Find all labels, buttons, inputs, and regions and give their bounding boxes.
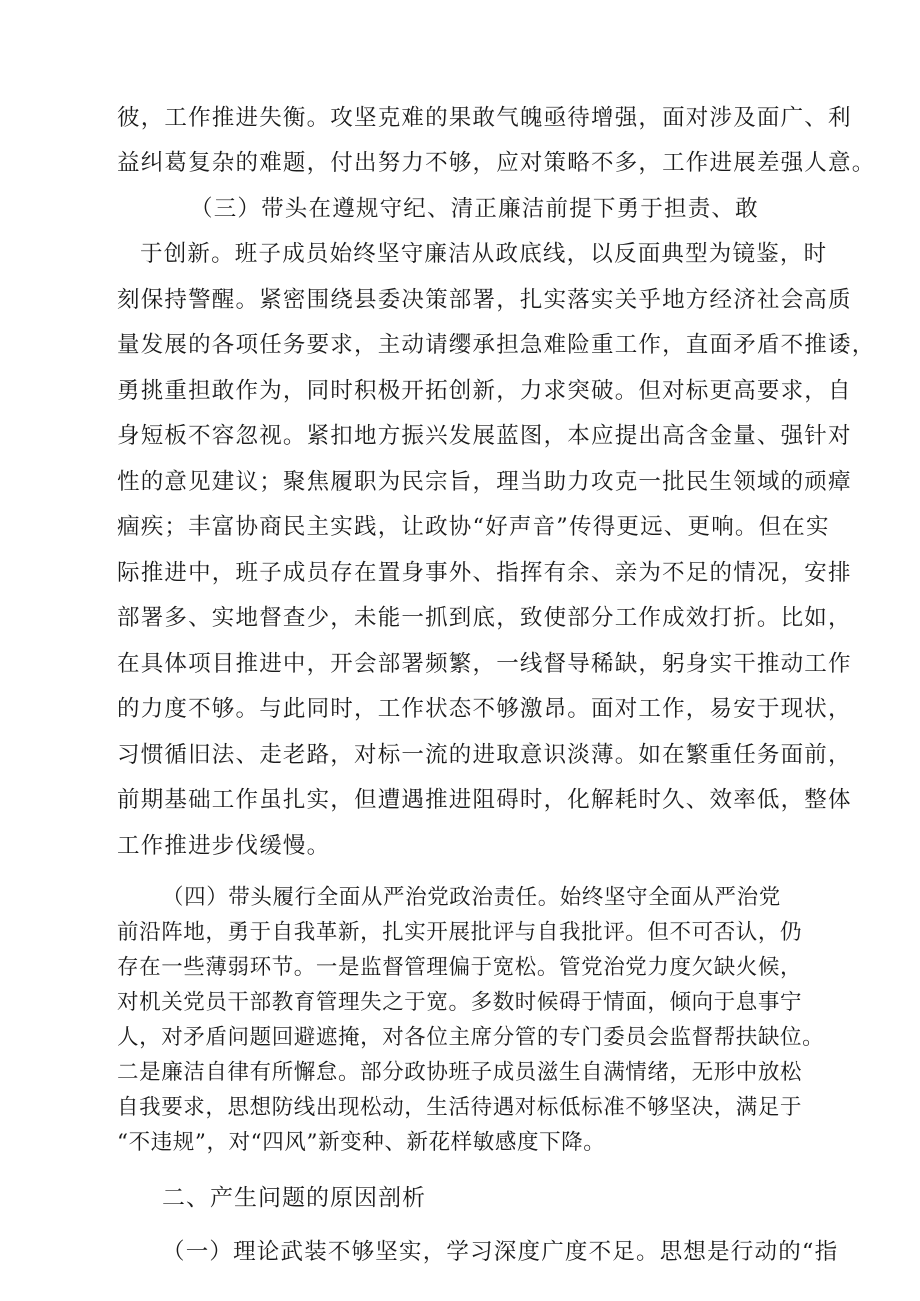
paragraph-line: 刻保持警醒。紧密围绕县委决策部署，扎实落实关乎地方经济社会高质 <box>117 287 852 313</box>
paragraph-line: 在具体项目推进中，开会部署频繁，一线督导稀缺，躬身实干推动工作 <box>117 651 852 677</box>
paragraph-line: 性的意见建议；聚焦履职为民宗旨，理当助力攻克一批民生领域的顽瘴 <box>117 469 852 495</box>
paragraph-line: 于创新。班子成员始终坚守廉洁从政底线，以反面典型为镜鉴，时 <box>140 241 828 267</box>
paragraph-line: 自我要求，思想防线出现松动，生活待遇对标低标准不够坚决，满足于 <box>117 1095 803 1120</box>
paragraph-line: 人，对矛盾问题回避遮掩，对各位主席分管的专门委员会监督帮扶缺位。 <box>117 1025 825 1050</box>
paragraph-line: 对机关党员干部教育管理失之于宽。多数时候碍于情面，倾向于息事宁 <box>117 990 803 1015</box>
paragraph-line: 量发展的各项任务要求，主动请缨承担急难险重工作，直面矛盾不推诿， <box>117 332 876 358</box>
paragraph-line: 彼，工作推进失衡。攻坚克难的果敢气魄亟待增强，面对涉及面广、利 <box>117 105 852 131</box>
paragraph-line: “不违规”，对“四风”新变种、新花样敏感度下降。 <box>117 1130 606 1155</box>
paragraph-line: 前沿阵地，勇于自我革新，扎实开展批评与自我批评。但不可否认，仍 <box>117 920 803 945</box>
paragraph-line: 工作推进步伐缓慢。 <box>117 833 331 859</box>
paragraph-line: 身短板不容忽视。紧扣地方振兴发展蓝图，本应提出高含金量、强针对 <box>117 423 852 449</box>
paragraph-line: 习惯循旧法、走老路，对标一流的进取意识淡薄。如在繁重任务面前， <box>117 742 852 768</box>
section-heading: 二、产生问题的原因剖析 <box>162 1185 426 1211</box>
paragraph-line: 益纠葛复杂的难题，付出努力不够，应对策略不多，工作进展差强人意。 <box>117 150 876 176</box>
paragraph-line: （四）带头履行全面从严治党政治责任。始终坚守全面从严治党 <box>162 885 781 910</box>
paragraph-line: 存在一些薄弱环节。一是监督管理偏于宽松。管党治党力度欠缺火候， <box>117 955 803 980</box>
sub-heading-3: （三）带头在遵规守纪、清正廉洁前提下勇于担责、敢 <box>190 196 759 222</box>
paragraph-line: 的力度不够。与此同时，工作状态不够激昂。面对工作，易安于现状， <box>117 696 852 722</box>
paragraph-line: 勇挑重担敢作为，同时积极开拓创新，力求突破。但对标更高要求，自 <box>117 378 852 404</box>
paragraph-line: 前期基础工作虽扎实，但遭遇推进阻碍时，化解耗时久、效率低，整体 <box>117 787 852 813</box>
paragraph-line: （一）理论武装不够坚实，学习深度广度不足。思想是行动的“指 <box>162 1239 839 1265</box>
paragraph-line: 部署多、实地督查少，未能一抓到底，致使部分工作成效打折。比如， <box>117 605 852 631</box>
paragraph-line: 际推进中，班子成员存在置身事外、指挥有余、亲为不足的情况，安排 <box>117 560 852 586</box>
paragraph-line: 痼疾；丰富协商民主实践，让政协“好声音”传得更远、更响。但在实 <box>117 514 830 540</box>
paragraph-line: 二是廉洁自律有所懈怠。部分政协班子成员滋生自满情绪，无形中放松 <box>117 1060 803 1085</box>
